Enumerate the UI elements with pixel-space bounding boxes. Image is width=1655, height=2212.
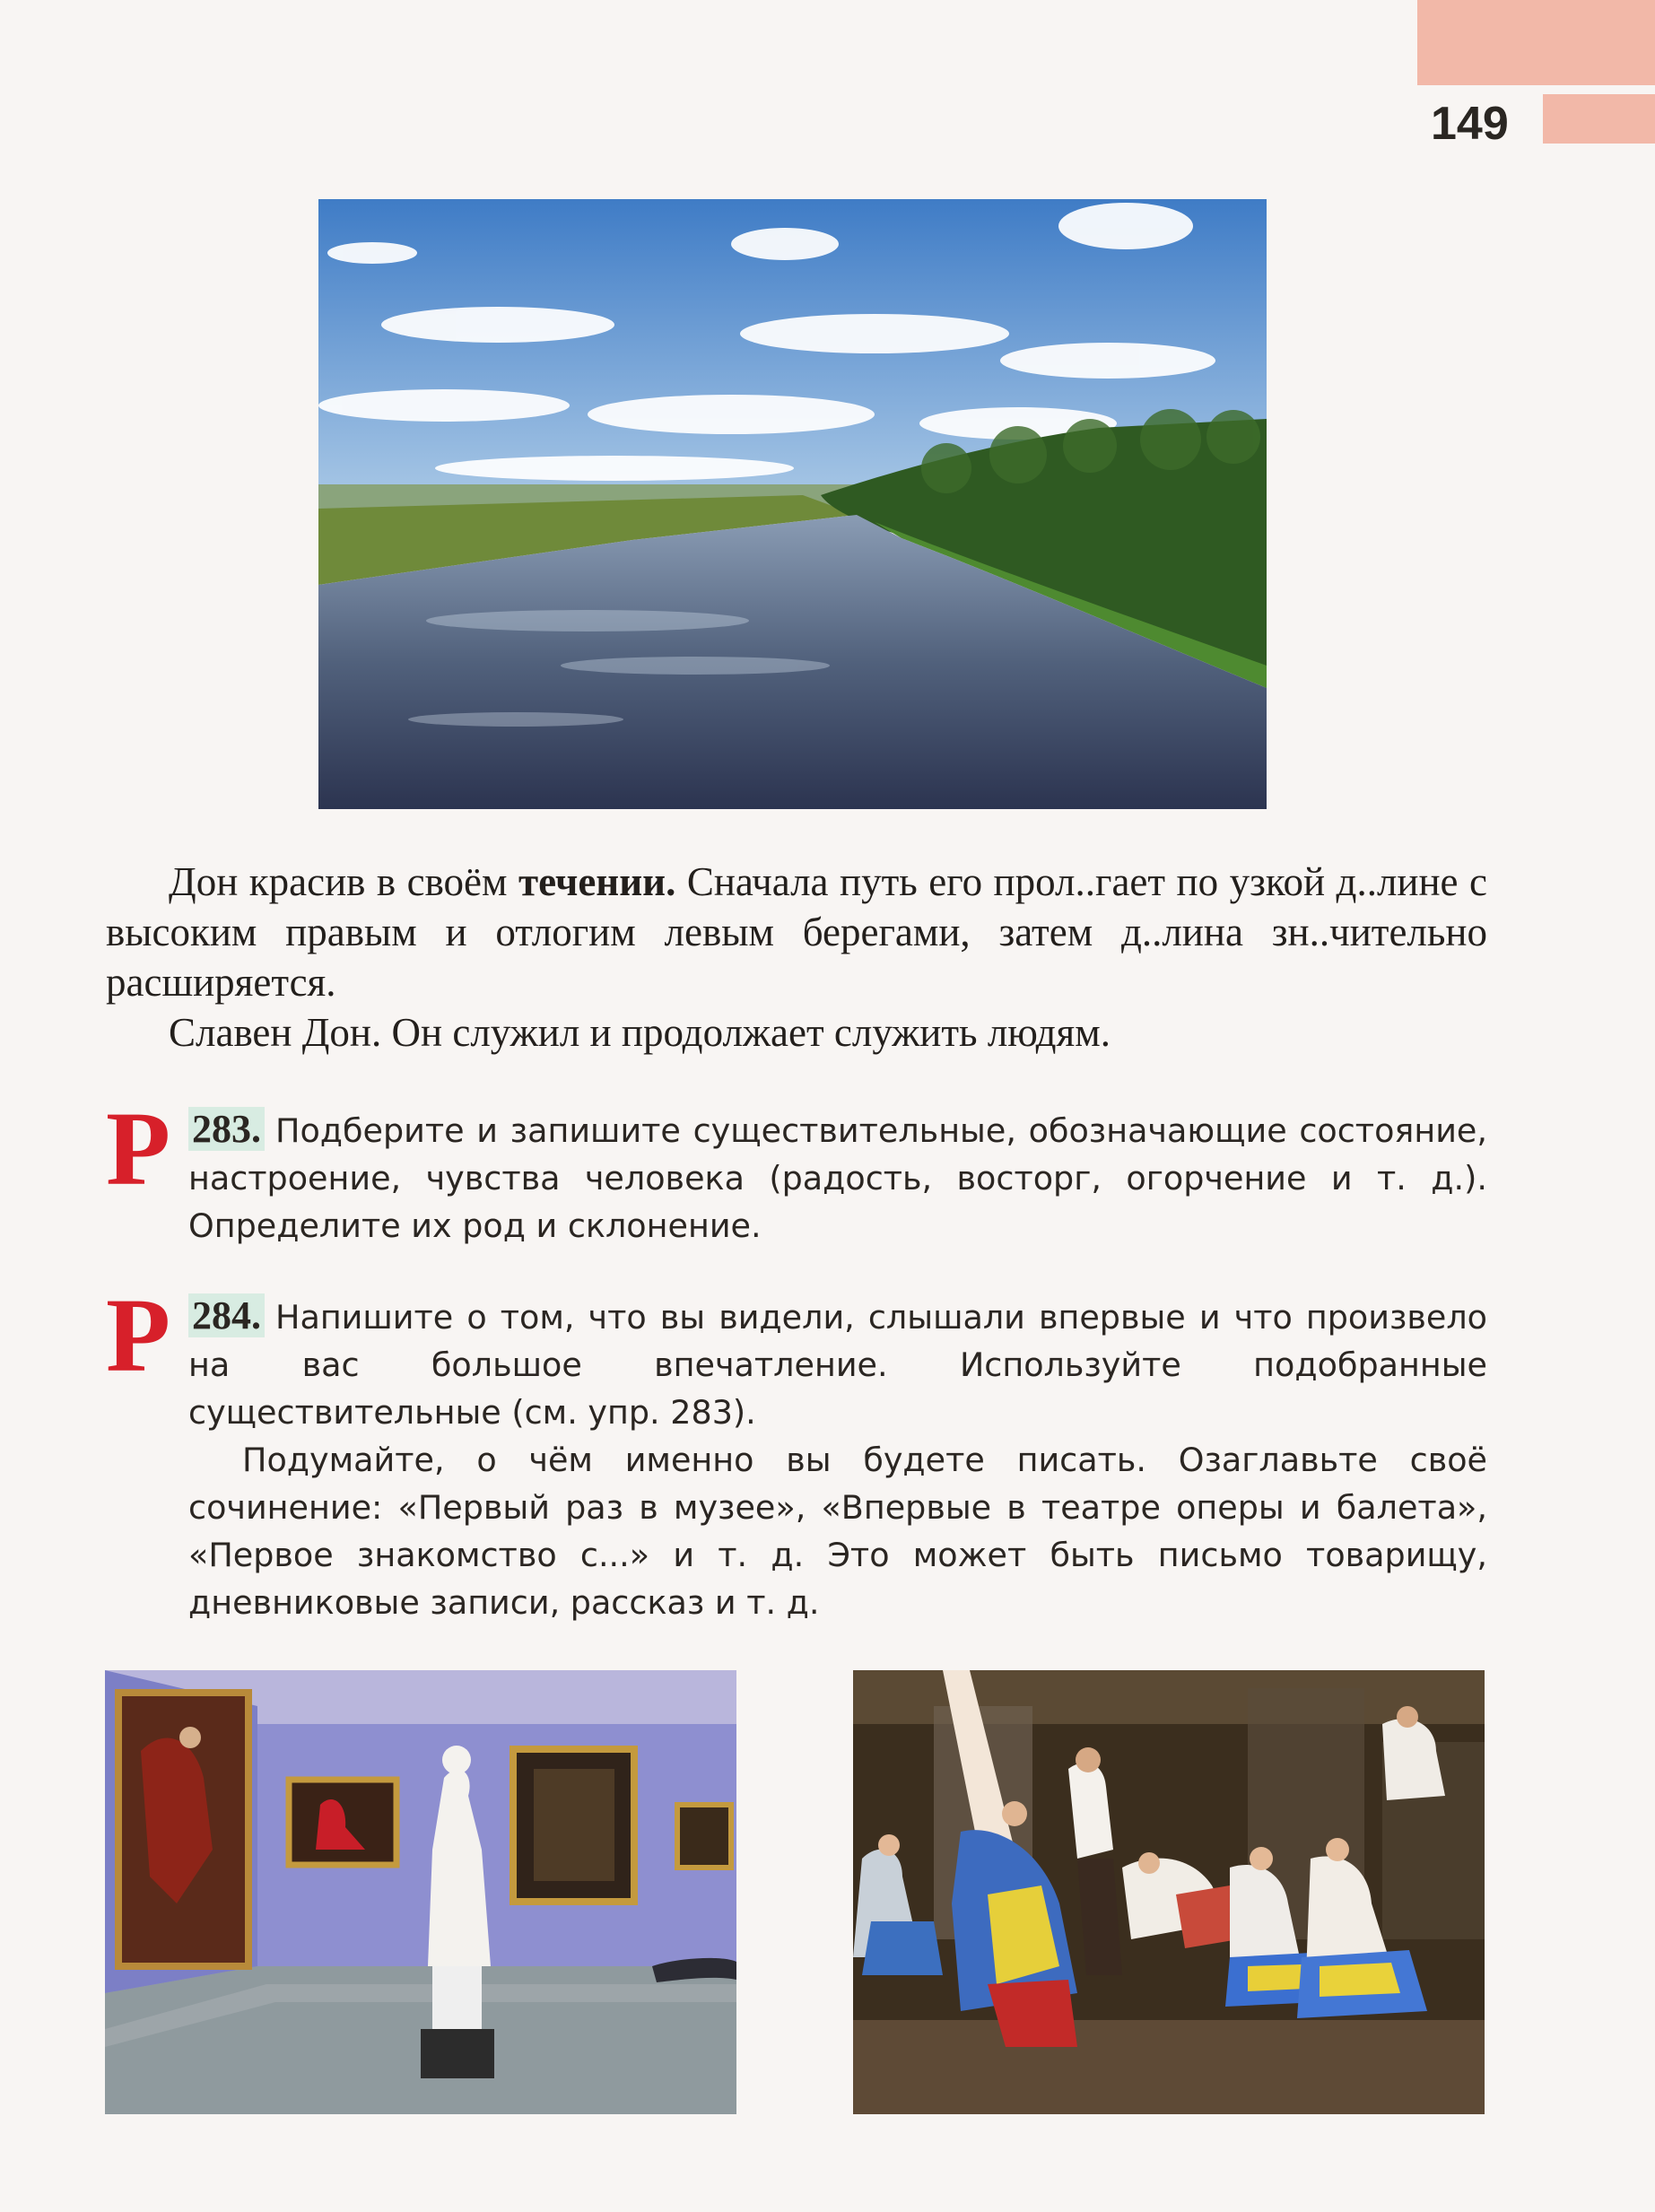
exercise-number: 284. [188, 1293, 265, 1337]
reading-paragraph-2: Славен Дон. Он служил и продолжает служить людям. [169, 1010, 1111, 1055]
river-landscape-illustration [318, 199, 1267, 809]
page-number-tab [1543, 94, 1655, 144]
exercise-instruction: Подумайте, о чём именно вы будете писать. Озаглавьте своё сочинение: «Первый раз в музее», «Впервые в театре оперы и балета», «Первое знакомство с...» и т. д. Это может быть письмо товарищу, дневниковые записи, рассказ и т. д. [188, 1441, 1487, 1622]
exercise-task [188, 1105, 1487, 1250]
page-number: 149 [1431, 98, 1509, 150]
museum-illustration [105, 1670, 736, 2114]
exercise-number: 283. [188, 1107, 265, 1151]
exercise-task [188, 1292, 1487, 1436]
speech-development-marker: Р [106, 1276, 171, 1394]
reading-paragraph-1 [106, 857, 1487, 1007]
ballet-performance-photo [853, 1670, 1485, 2114]
reading-passage [106, 857, 1487, 1058]
speech-development-marker: Р [106, 1090, 171, 1207]
exercise-284 [106, 1276, 1487, 1626]
exercise-283 [106, 1090, 1487, 1250]
river-photo [318, 199, 1267, 809]
exercise-text: Напишите о том, что вы видели, слышали впервые и что произвело на вас большое впечатление. Используйте подобранные существительные (см. упр. 283). [188, 1298, 1487, 1432]
reading-text: Дон красив в своём [169, 859, 518, 904]
museum-hall-photo [105, 1670, 736, 2114]
exercise-text: Подберите и запишите существительные, обозначающие состояние, настроение, чувства человека (радость, восторг, огорчение и т. д.). Определите их род и склонение. [188, 1111, 1487, 1245]
ballet-illustration [853, 1670, 1485, 2114]
reading-text-continued: Сначала путь его прол..гает по узкой д..лине с высоким правым и отлогим левым берегами, затем д..лина зн..чительно расширяется. [106, 859, 1487, 1005]
page-corner-tab [1417, 0, 1655, 85]
highlighted-word: течении. [518, 859, 676, 904]
